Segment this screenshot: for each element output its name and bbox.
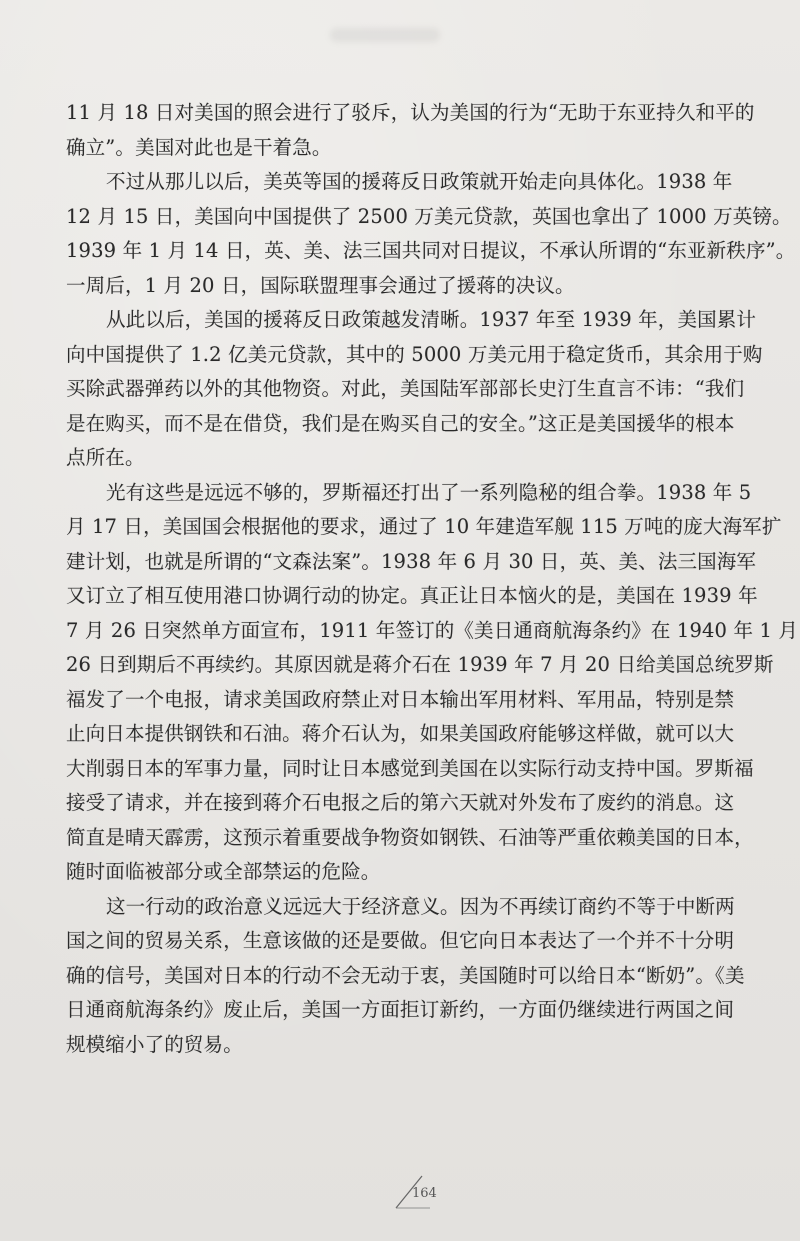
text-line: 大削弱日本的军事力量，同时让日本感觉到美国在以实际行动支持中国。罗斯福 <box>66 756 754 780</box>
paragraph <box>66 890 778 1063</box>
text-line: 这一行动的政治意义远远大于经济意义。因为不再续订商约不等于中断两 <box>106 894 735 918</box>
text-line: 26 日到期后不再续约。其原因就是蒋介石在 1939 年 7 月 20 日给美国总统罗斯 <box>66 653 774 676</box>
text-line: 点所在。 <box>66 446 145 469</box>
text-line: 一周后，1 月 20 日，国际联盟理事会通过了援蒋的决议。 <box>66 273 575 297</box>
text-line: 又订立了相互使用港口协调行动的协定。真正让日本恼火的是，美国在 1939 年 <box>66 584 758 607</box>
text-line: 买除武器弹药以外的其他物资。对此，美国陆军部部长史汀生直言不讳：“我们 <box>66 377 745 400</box>
text-line: 11 月 18 日对美国的照会进行了驳斥，认为美国的行为“无助于东亚持久和平的 <box>66 101 755 124</box>
paragraph <box>66 96 778 165</box>
text-line: 规模缩小了的贸易。 <box>66 1032 243 1056</box>
text-line: 国之间的贸易关系，生意该做的还是要做。但它向日本表达了一个并不十分明 <box>66 929 735 952</box>
text-line: 止向日本提供钢铁和石油。蒋介石认为，如果美国政府能够这样做，就可以大 <box>66 722 735 745</box>
text-line: 确的信号，美国对日本的行动不会无动于衷，美国随时可以给日本“断奶”。《美 <box>66 963 745 987</box>
paragraph <box>66 165 796 303</box>
text-line: 简直是晴天霹雳，这预示着重要战争物资如钢铁、石油等严重依赖美国的日本， <box>66 825 754 849</box>
text-line: 1939 年 1 月 14 日，英、美、法三国共同对日提议，不承认所谓的“东亚新秩序”。 <box>66 239 796 262</box>
text-line: 建计划，也就是所谓的“文森法案”。1938 年 6 月 30 日，英、美、法三国海军 <box>66 549 757 573</box>
page-smudge <box>330 28 440 42</box>
text-line: 7 月 26 日突然单方面宣布，1911 年签订的《美日通商航海条约》在 1940 年 1 月 <box>66 618 799 642</box>
text-line: 日通商航海条约》废止后，美国一方面拒订新约，一方面仍继续进行两国之间 <box>66 998 735 1021</box>
page-number: 164 <box>412 1186 437 1201</box>
paragraph <box>66 303 778 476</box>
body-text <box>66 96 799 1062</box>
paragraph <box>66 476 799 890</box>
text-line: 福发了一个电报，请求美国政府禁止对日本输出军用材料、军用品，特别是禁 <box>66 687 735 711</box>
text-line: 确立”。美国对此也是干着急。 <box>66 135 332 159</box>
text-line: 接受了请求，并在接到蒋介石电报之后的第六天就对外发布了废约的消息。这 <box>66 791 735 814</box>
text-line: 不过从那儿以后，美英等国的援蒋反日政策就开始走向具体化。1938 年 <box>106 170 733 193</box>
text-line: 从此以后，美国的援蒋反日政策越发清晰。1937 年至 1939 年，美国累计 <box>106 308 757 331</box>
text-line: 向中国提供了 1.2 亿美元贷款，其中的 5000 万美元用于稳定货币，其余用于购 <box>66 342 763 366</box>
text-line: 光有这些是远远不够的，罗斯福还打出了一系列隐秘的组合拳。1938 年 5 <box>106 480 752 504</box>
page-footer <box>392 1172 462 1212</box>
text-line: 随时面临被部分或全部禁运的危险。 <box>66 860 381 883</box>
text-line: 月 17 日，美国国会根据他的要求，通过了 10 年建造军舰 115 万吨的庞大海军扩 <box>66 515 782 538</box>
text-line: 12 月 15 日，美国向中国提供了 2500 万美元贷款，英国也拿出了 1000 万英镑。 <box>66 204 792 228</box>
text-line: 是在购买，而不是在借贷，我们是在购买自己的安全。”这正是美国援华的根本 <box>66 411 735 435</box>
